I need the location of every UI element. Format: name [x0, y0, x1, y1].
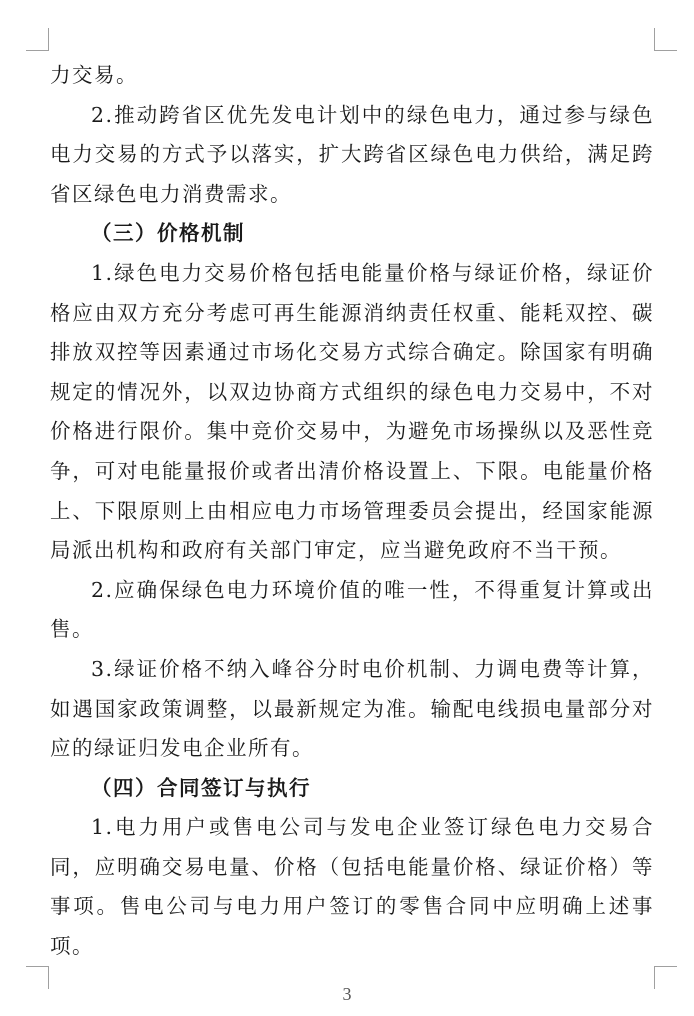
crop-mark-top-left [26, 28, 49, 51]
document-body [50, 56, 654, 967]
paragraph-contract-terms: 1.电力用户或售电公司与发电企业签订绿色电力交易合同，应明确交易电量、价格（包括电能量价格、绿证价格）等事项。售电公司与电力用户签订的零售合同中应明确上述事项。 [50, 815, 654, 959]
section-heading-price-mechanism: （三）价格机制 [91, 221, 245, 246]
paragraph-price-composition: 1.绿色电力交易价格包括电能量价格与绿证价格，绿证价格应由双方充分考虑可再生能源消纳责任权重、能耗双控、碳排放双控等因素通过市场化交易方式综合确定。除国家有明确规定的情况外，以双边协商方式组织的绿色电力交易中，不对价格进行限价。集中竞价交易中，为避免市场操纵以及恶性竞争，可对电能量报价或者出清价格设置上、下限。电能量价格上、下限原则上由相应电力市场管理委员会提出，经国家能源局派出机构和政府有关部门审定，应当避免政府不当干预。 [50, 260, 654, 563]
page-number: 3 [342, 984, 352, 1004]
paragraph-certificate-price: 3.绿证价格不纳入峰谷分时电价机制、力调电费等计算，如遇国家政策调整，以最新规定为准。输配电线损电量部分对应的绿证归发电企业所有。 [50, 656, 654, 761]
section-heading-contract-signing: （四）合同签订与执行 [91, 775, 311, 800]
paragraph-continuation: 力交易。 [50, 63, 138, 87]
paragraph-cross-province-green-power: 2.推动跨省区优先发电计划中的绿色电力，通过参与绿色电力交易的方式予以落实，扩大跨省区绿色电力供给，满足跨省区绿色电力消费需求。 [50, 102, 654, 206]
paragraph-environmental-value: 2.应确保绿色电力环境价值的唯一性，不得重复计算或出售。 [50, 577, 654, 642]
crop-mark-top-right [654, 28, 677, 51]
